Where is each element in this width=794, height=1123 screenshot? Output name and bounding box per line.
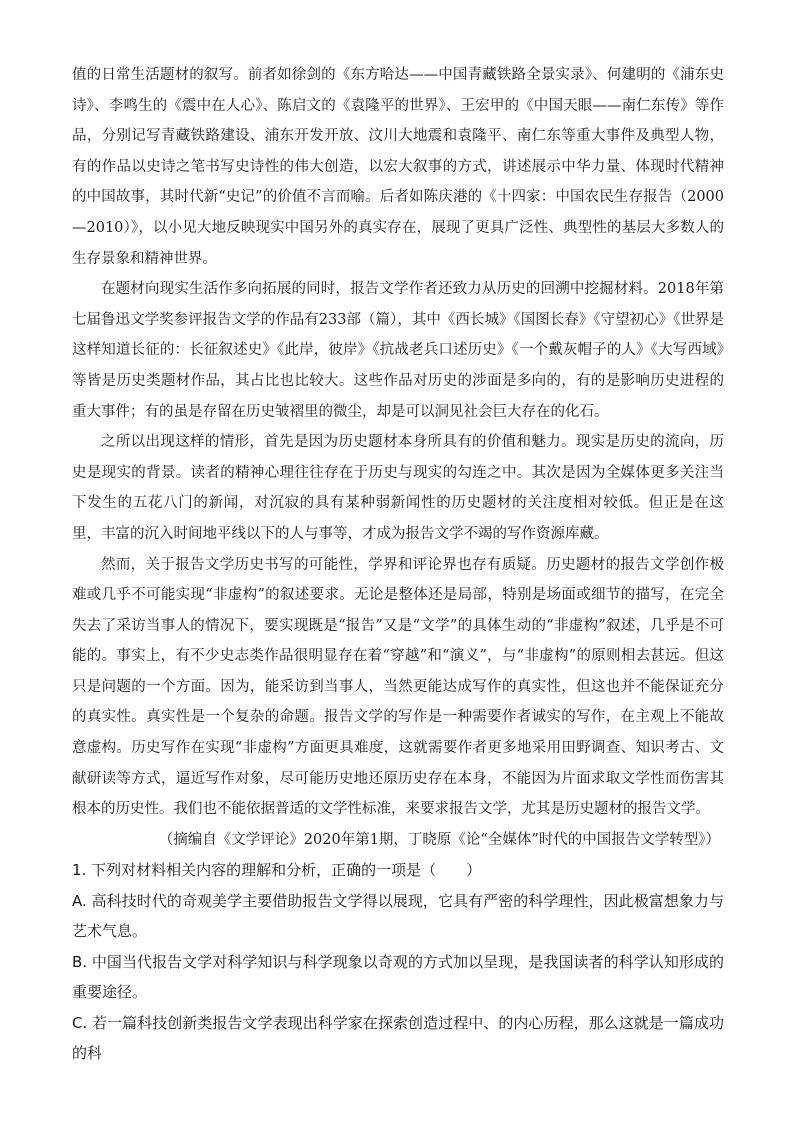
option-c: C. 若一篇科技创新类报告文学表现出科学家在探索创造过程中、的内心历程，那么这就是一篇成功的科 <box>72 1013 724 1063</box>
question-1 <box>72 855 724 1069</box>
article-paragraph-4: 然而，关于报告文学历史书写的可能性，学界和评论界也存有质疑。历史题材的报告文学创作极难或几乎不可能实现“非虚构”的叙述要求。无论是整体还是局部，特别是场面或细节的描写，在完全失去了采访当事人的情况下，要实现既是“报告”又是“文学”的具体生动的“非虚构”叙述，几乎是不可能的。事实上，有不少史志类作品很明显存在着“穿越”和“演义”，与“非虚构”的原则相去甚远。但这只是问题的一个方面。因为，能采访到当事人，当然更能达成写作的真实性，但这也并不能保证充分的真实性。真实性是一个复杂的命题。报告文学的写作是一种需要作者诚实的写作，在主观上不能故意虚构。历史写作在实现“非虚构”方面更具难度，这就需要作者更多地采用田野调查、知识考古、文献研读等方式，逼近写作对象，尽可能历史地还原历史存在本身，不能因为片面求取文学性而伤害其根本的历史性。我们也不能依据普适的文学性标准，来要求报告文学，尤其是历史题材的报告文学。 <box>72 556 724 818</box>
article-paragraph-1: 值的日常生活题材的叙写。前者如徐剑的《东方哈达——中国青藏铁路全景实录》、何建明的《浦东史诗》、李鸣生的《震中在人心》、陈启文的《袁隆平的世界》、王宏甲的《中国天眼——南仁东传》等作品，分别记写青藏铁路建设、浦东开发开放、汶川大地震和袁隆平、南仁东等重大事件及典型人物，有的作品以史诗之笔书写史诗性的伟大创造，以宏大叙事的方式，讲述展示中华力量、体现时代精神的中国故事，其时代新“史记”的价值不言而喻。后者如陈庆港的《十四家：中国农民生存报告（2000—2010）》，以小见大地反映现实中国另外的真实存在，展现了更具广泛性、典型性的基层大多数人的生存景象和精神世界。 <box>72 67 724 267</box>
article-paragraph-3: 之所以出现这样的情形，首先是因为历史题材本身所具有的价值和魅力。现实是历史的流向，历史是现实的背景。读者的精神心理往往存在于历史与现实的勾连之中。其次是因为全媒体更多关注当下发生的五花八门的新闻，对沉寂的具有某种弱新闻性的历史题材的关注度相对较低。但正是在这里，丰富的沉入时间地平线以下的人与事等，才成为报告文学不竭的写作资源库藏。 <box>72 434 724 542</box>
article-source: （摘编自《文学评论》2020年第1期，丁晓原《论“全媒体”时代的中国报告文学转型》） <box>158 831 720 848</box>
article-paragraph-2: 在题材向现实生活作多向拓展的同时，报告文学作者还致力从历史的回溯中挖掘材料。2018年第七届鲁迅文学奖参评报告文学的作品有233部（篇），其中《西长城》《国图长春》《守望初心》《世界是这样知道长征的：长征叙述史》《此岸，彼岸》《抗战老兵口述历史》《一个戴灰帽子的人》《大写西域》等皆是历史类题材作品，其占比也比较大。这些作品对历史的涉面是多向的，有的是影响历史进程的重大事件；有的虽是存留在历史皱褶里的微尘，却是可以洞见社会巨大存在的化石。 <box>72 281 724 420</box>
option-b: B. 中国当代报告文学对科学知识与科学现象以奇观的方式加以呈现，是我国读者的科学认知形成的重要途径。 <box>72 952 724 1002</box>
question-stem: 1. 下列对材料相关内容的理解和分析，正确的一项是（ ） <box>72 861 482 880</box>
option-a: A. 高科技时代的奇观美学主要借助报告文学得以展现，它具有严密的科学理性，因此极富想象力与艺术气息。 <box>72 891 724 941</box>
document-content <box>72 60 724 1069</box>
